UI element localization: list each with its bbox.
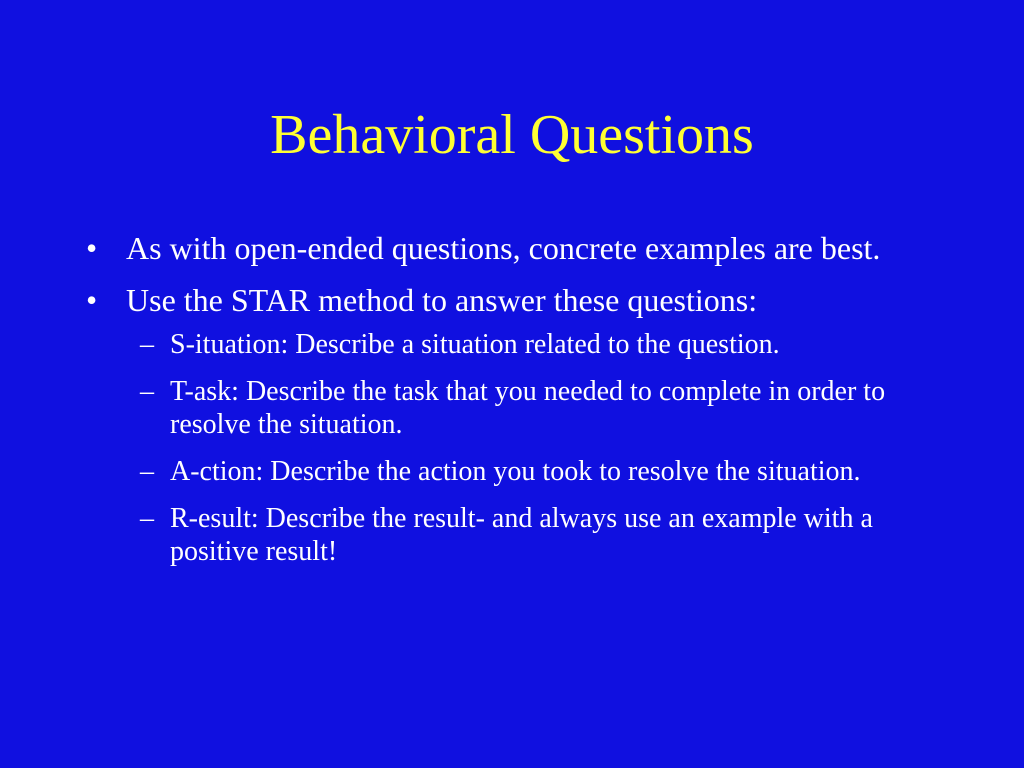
slide-title: Behavioral Questions [270,104,754,166]
dash-icon: – [140,376,154,407]
sub-bullet-item [80,375,960,441]
sub-bullet-text: R-esult: Describe the result- and always use an example with a positive result! [170,503,873,567]
bullet-icon: • [86,282,98,318]
sub-bullet-text: A-ction: Describe the action you took to resolve the situation. [170,456,861,487]
bullet-text: As with open-ended questions, concrete examples are best. [126,230,881,266]
sub-bullet-item [80,502,960,568]
bullet-item [80,228,960,268]
bullet-icon: • [86,230,98,266]
sub-bullet-item [80,328,960,361]
sub-bullet-item [80,455,960,488]
dash-icon: – [140,329,154,360]
bullet-text: Use the STAR method to answer these questions: [126,282,758,318]
sub-bullet-text: S-ituation: Describe a situation related to the question. [170,329,780,360]
sub-bullet-list [80,328,960,568]
bullet-item [80,280,960,320]
slide-body [80,228,960,582]
sub-bullet-text: T-ask: Describe the task that you needed to complete in order to resolve the situation. [170,376,886,440]
dash-icon: – [140,503,154,534]
dash-icon: – [140,456,154,487]
